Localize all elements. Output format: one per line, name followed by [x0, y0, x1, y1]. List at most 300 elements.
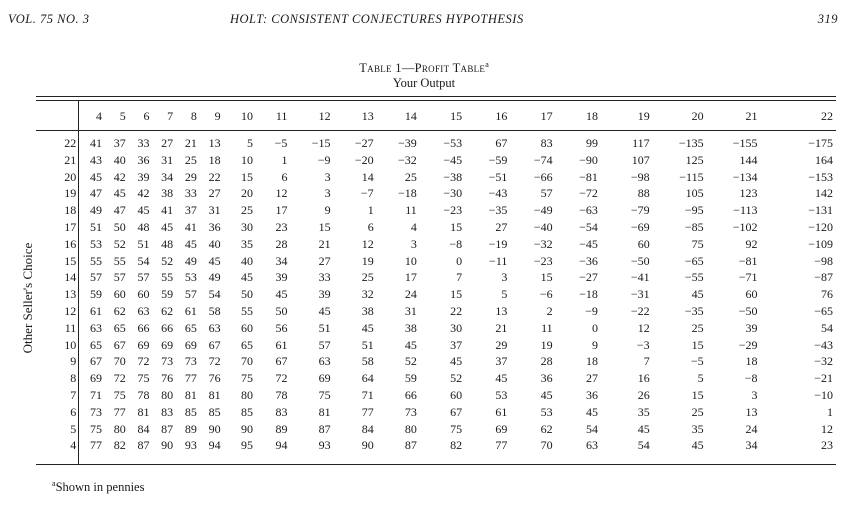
- profit-cell: 78: [137, 387, 150, 402]
- profit-cell: 88: [637, 186, 650, 201]
- profit-cell: 29: [495, 337, 508, 352]
- table-row: [36, 421, 836, 438]
- profit-cell: 23: [821, 438, 833, 453]
- profit-cell: 51: [137, 236, 150, 251]
- profit-cell: 15: [318, 219, 331, 234]
- table-row: [36, 129, 836, 152]
- profit-cell: 55: [90, 253, 102, 268]
- profit-cell: 52: [450, 371, 463, 386]
- table-caption-text: Table 1—Profit Table: [359, 61, 486, 75]
- profit-cell: 3: [751, 387, 758, 402]
- profit-cell: 36: [540, 371, 553, 386]
- profit-cell: 41: [90, 136, 102, 150]
- profit-cell: 26: [637, 387, 650, 402]
- profit-cell: 32: [361, 287, 374, 302]
- profit-cell: 42: [137, 186, 150, 201]
- profit-cell: 45: [137, 203, 150, 218]
- profit-cell: 69: [184, 337, 197, 352]
- profit-cell: 63: [585, 438, 598, 453]
- profit-cell: 76: [161, 371, 174, 386]
- profit-cell: 15: [240, 169, 253, 184]
- profit-cell: 45: [637, 421, 650, 436]
- profit-cell: 63: [90, 320, 102, 335]
- profit-cell: 84: [137, 421, 150, 436]
- profit-cell: 77: [495, 438, 508, 453]
- profit-cell: −9: [585, 303, 598, 318]
- profit-cell: 38: [404, 320, 417, 335]
- profit-cell: −81: [579, 169, 598, 184]
- profit-cell: −15: [311, 136, 331, 150]
- profit-cell: 75: [137, 371, 150, 386]
- profit-cell: 90: [161, 438, 174, 453]
- column-header: 10: [240, 108, 253, 123]
- profit-cell: −87: [814, 270, 833, 285]
- profit-cell: 87: [404, 438, 417, 453]
- profit-cell: 164: [815, 152, 833, 167]
- profit-cell: −38: [443, 169, 463, 184]
- profit-cell: 84: [361, 421, 374, 436]
- profit-cell: −11: [489, 253, 508, 268]
- table-row: [36, 370, 836, 387]
- profit-cell: 56: [275, 320, 288, 335]
- profit-cell: 60: [745, 287, 758, 302]
- row-header: 6: [70, 404, 77, 419]
- profit-cell: −51: [488, 169, 508, 184]
- profit-cell: −19: [488, 236, 508, 251]
- profit-cell: 93: [184, 438, 197, 453]
- profit-cell: 54: [637, 438, 650, 453]
- profit-cell: 27: [495, 219, 508, 234]
- profit-cell: 54: [821, 320, 833, 335]
- profit-cell: −131: [808, 203, 833, 218]
- profit-cell: 12: [821, 421, 833, 436]
- profit-cell: 61: [275, 337, 288, 352]
- profit-cell: 21: [495, 320, 508, 335]
- profit-cell: 42: [113, 169, 126, 184]
- column-header: 13: [361, 108, 374, 123]
- column-header: 8: [190, 108, 197, 123]
- profit-cell: 63: [318, 354, 331, 369]
- profit-cell: 55: [161, 270, 174, 285]
- profit-cell: 52: [161, 253, 174, 268]
- profit-cell: 105: [685, 186, 704, 201]
- profit-cell: 15: [691, 387, 704, 402]
- profit-cell: 52: [404, 354, 417, 369]
- profit-cell: 4: [410, 219, 417, 234]
- profit-cell: 54: [208, 287, 221, 302]
- profit-cell: 87: [161, 421, 174, 436]
- profit-cell: 85: [208, 404, 221, 419]
- profit-cell: 77: [184, 371, 197, 386]
- table-row: [36, 152, 836, 169]
- column-header: 18: [585, 108, 598, 123]
- profit-cell: −53: [443, 136, 463, 150]
- column-header: 12: [318, 108, 331, 123]
- profit-cell: 41: [184, 219, 197, 234]
- profit-cell: 27: [585, 371, 598, 386]
- profit-cell: 83: [161, 404, 174, 419]
- profit-cell: 34: [745, 438, 758, 453]
- profit-cell: 66: [404, 387, 417, 402]
- running-head: [8, 12, 840, 32]
- table-caption: [0, 61, 848, 75]
- profit-cell: 65: [113, 320, 126, 335]
- profit-cell: −54: [579, 219, 598, 234]
- profit-cell: 40: [113, 152, 126, 167]
- profit-cell: −65: [814, 303, 833, 318]
- profit-cell: 31: [208, 203, 221, 218]
- profit-cell: 144: [739, 152, 758, 167]
- profit-cell: 21: [184, 136, 197, 150]
- profit-cell: −32: [814, 354, 833, 369]
- profit-cell: 65: [184, 320, 197, 335]
- profit-cell: −7: [360, 186, 374, 201]
- table-top-rule: [36, 96, 836, 101]
- profit-cell: 17: [275, 203, 288, 218]
- profit-cell: −50: [630, 253, 650, 268]
- profit-cell: 67: [90, 354, 102, 369]
- profit-cell: 69: [137, 337, 150, 352]
- profit-cell: 45: [691, 287, 704, 302]
- profit-cell: 13: [495, 303, 508, 318]
- profit-cell: 75: [691, 236, 704, 251]
- table-row: [36, 169, 836, 186]
- profit-cell: 142: [815, 186, 833, 201]
- profit-cell: 61: [90, 303, 102, 318]
- row-header: 14: [64, 270, 77, 285]
- profit-cell: 87: [137, 438, 150, 453]
- corner-cell: [36, 103, 81, 129]
- profit-cell: 75: [90, 421, 102, 436]
- profit-cell: −45: [579, 236, 598, 251]
- profit-cell: 65: [90, 337, 102, 352]
- profit-cell: 34: [275, 253, 288, 268]
- profit-cell: 13: [745, 404, 758, 419]
- profit-cell: 21: [318, 236, 331, 251]
- profit-cell: −27: [354, 136, 374, 150]
- profit-cell: 5: [501, 287, 508, 302]
- profit-cell: 54: [585, 421, 598, 436]
- column-header: 16: [495, 108, 508, 123]
- profit-cell: −40: [533, 219, 553, 234]
- table-header: [36, 103, 836, 129]
- profit-cell: 90: [361, 438, 374, 453]
- profit-cell: 34: [161, 169, 174, 184]
- profit-cell: 94: [275, 438, 288, 453]
- profit-cell: 59: [161, 287, 174, 302]
- profit-cell: −59: [488, 152, 508, 167]
- profit-cell: −43: [488, 186, 508, 201]
- profit-cell: 5: [697, 371, 704, 386]
- profit-cell: 40: [240, 253, 253, 268]
- profit-cell: 92: [745, 236, 758, 251]
- profit-cell: 36: [208, 219, 221, 234]
- profit-cell: −3: [636, 337, 650, 352]
- profit-cell: 15: [450, 287, 463, 302]
- profit-cell: 83: [540, 136, 553, 150]
- profit-cell: 30: [450, 320, 463, 335]
- profit-cell: 66: [161, 320, 174, 335]
- profit-cell: 60: [113, 287, 126, 302]
- profit-cell: 45: [90, 169, 102, 184]
- profit-cell: 28: [540, 354, 553, 369]
- profit-cell: 57: [113, 270, 126, 285]
- profit-cell: 63: [208, 320, 221, 335]
- profit-cell: −74: [533, 152, 553, 167]
- column-header: 21: [745, 108, 758, 123]
- profit-cell: −135: [678, 136, 704, 150]
- row-header: 8: [70, 371, 77, 386]
- profit-cell: 57: [184, 287, 197, 302]
- profit-cell: 38: [361, 303, 374, 318]
- profit-cell: 70: [240, 354, 253, 369]
- profit-cell: 62: [161, 303, 174, 318]
- profit-cell: 12: [637, 320, 650, 335]
- profit-cell: −22: [630, 303, 650, 318]
- profit-cell: 65: [240, 337, 253, 352]
- row-header: 22: [64, 136, 77, 150]
- profit-cell: 37: [184, 203, 197, 218]
- profit-cell: 29: [184, 169, 197, 184]
- profit-cell: −18: [398, 186, 417, 201]
- profit-cell: 22: [208, 169, 221, 184]
- profit-cell: −8: [744, 371, 758, 386]
- profit-cell: 49: [184, 253, 197, 268]
- profit-cell: 33: [318, 270, 331, 285]
- profit-cell: −65: [684, 253, 704, 268]
- column-header: 5: [119, 108, 126, 123]
- profit-cell: 80: [161, 387, 174, 402]
- profit-cell: 67: [495, 136, 508, 150]
- profit-cell: 18: [745, 354, 758, 369]
- profit-cell: 39: [275, 270, 288, 285]
- profit-cell: 3: [501, 270, 508, 285]
- row-header: 20: [64, 169, 77, 184]
- article-running-title: HOLT: CONSISTENT CONJECTURES HYPOTHESIS: [230, 12, 524, 26]
- profit-cell: 25: [691, 404, 704, 419]
- column-header: 22: [821, 108, 833, 123]
- profit-cell: 76: [821, 287, 833, 302]
- profit-cell: 33: [137, 136, 150, 150]
- column-header: 4: [96, 108, 102, 123]
- profit-cell: −155: [732, 136, 758, 150]
- profit-cell: 66: [137, 320, 150, 335]
- table-bottom-rule: [36, 464, 836, 465]
- profit-cell: 67: [208, 337, 221, 352]
- row-header: 11: [64, 320, 77, 335]
- profit-cell: −29: [738, 337, 758, 352]
- profit-cell: 52: [113, 236, 126, 251]
- profit-cell: −6: [539, 287, 553, 302]
- profit-cell: 75: [240, 371, 253, 386]
- profit-cell: 55: [113, 253, 126, 268]
- profit-cell: 60: [450, 387, 463, 402]
- profit-cell: 67: [450, 404, 463, 419]
- profit-cell: 45: [208, 253, 221, 268]
- profit-cell: 53: [184, 270, 197, 285]
- profit-cell: 31: [404, 303, 417, 318]
- profit-cell: 61: [184, 303, 197, 318]
- column-header: 17: [540, 108, 553, 123]
- profit-cell: 107: [631, 152, 650, 167]
- profit-cell: 30: [240, 219, 253, 234]
- profit-cell: 25: [404, 169, 417, 184]
- profit-cell: −66: [533, 169, 553, 184]
- row-axis-label-text: Other Seller's Choice: [20, 242, 35, 354]
- footnote-marker: a: [52, 478, 56, 488]
- profit-cell: −50: [738, 303, 758, 318]
- row-header: 12: [64, 303, 77, 318]
- profit-cell: −90: [579, 152, 598, 167]
- row-header: 10: [64, 337, 77, 352]
- profit-cell: 3: [324, 186, 331, 201]
- profit-cell: −95: [684, 203, 704, 218]
- profit-cell: 69: [318, 371, 331, 386]
- profit-cell: 12: [275, 186, 288, 201]
- profit-cell: 117: [632, 136, 650, 150]
- profit-cell: −153: [808, 169, 833, 184]
- profit-cell: 125: [685, 152, 704, 167]
- table-row: [36, 286, 836, 303]
- table-row: [36, 404, 836, 421]
- profit-cell: 35: [637, 404, 650, 419]
- profit-cell: 53: [540, 404, 553, 419]
- profit-cell: 69: [495, 421, 508, 436]
- profit-cell: 72: [137, 354, 150, 369]
- profit-cell: 90: [208, 421, 221, 436]
- profit-cell: 59: [90, 287, 102, 302]
- profit-cell: 3: [324, 169, 331, 184]
- column-header: 14: [404, 108, 417, 123]
- profit-cell: 49: [90, 203, 102, 218]
- profit-cell: 81: [137, 404, 150, 419]
- table-row: [36, 387, 836, 404]
- profit-cell: 5: [246, 136, 253, 150]
- profit-cell: 45: [495, 371, 508, 386]
- profit-cell: 35: [240, 236, 253, 251]
- profit-cell: 60: [637, 236, 650, 251]
- profit-cell: −98: [814, 253, 833, 268]
- profit-cell: 71: [90, 387, 102, 402]
- profit-cell: 20: [240, 186, 253, 201]
- profit-cell: 6: [367, 219, 374, 234]
- profit-cell: 33: [184, 186, 197, 201]
- profit-cell: −36: [579, 253, 598, 268]
- profit-cell: −18: [579, 287, 598, 302]
- profit-cell: −10: [814, 387, 833, 402]
- profit-cell: 82: [450, 438, 463, 453]
- profit-cell: −134: [732, 169, 758, 184]
- profit-cell: 1: [281, 152, 288, 167]
- profit-cell: 54: [137, 253, 150, 268]
- profit-cell: 59: [404, 371, 417, 386]
- profit-cell: 28: [275, 236, 288, 251]
- profit-cell: 62: [113, 303, 126, 318]
- profit-cell: 45: [450, 354, 463, 369]
- profit-cell: 64: [361, 371, 374, 386]
- profit-cell: 35: [691, 421, 704, 436]
- profit-cell: 77: [113, 404, 126, 419]
- table-row: [36, 303, 836, 320]
- profit-cell: −5: [274, 136, 288, 150]
- table-row: [36, 253, 836, 270]
- profit-cell: 70: [540, 438, 553, 453]
- table-row: [36, 185, 836, 202]
- profit-cell: 60: [137, 287, 150, 302]
- profit-cell: 39: [318, 287, 331, 302]
- profit-cell: 75: [113, 387, 126, 402]
- profit-cell: 51: [361, 337, 374, 352]
- row-header: 16: [64, 236, 77, 251]
- profit-cell: 78: [275, 387, 288, 402]
- profit-cell: 13: [208, 136, 221, 150]
- profit-cell: −30: [443, 186, 463, 201]
- profit-cell: −5: [690, 354, 704, 369]
- profit-cell: 69: [90, 371, 102, 386]
- profit-cell: 1: [367, 203, 374, 218]
- profit-cell: 73: [161, 354, 174, 369]
- profit-cell: 48: [137, 219, 150, 234]
- profit-cell: 31: [161, 152, 174, 167]
- profit-cell: −98: [630, 169, 650, 184]
- profit-cell: 60: [240, 320, 253, 335]
- profit-cell: 58: [361, 354, 374, 369]
- table-body: [36, 129, 836, 454]
- column-header: 20: [691, 108, 704, 123]
- profit-cell: 37: [113, 136, 126, 150]
- profit-cell: 62: [540, 421, 553, 436]
- profit-cell: 14: [361, 169, 374, 184]
- profit-cell: −21: [814, 371, 833, 386]
- profit-cell: 9: [591, 337, 598, 352]
- profit-cell: 76: [208, 371, 221, 386]
- profit-cell: 40: [208, 236, 221, 251]
- profit-cell: 7: [643, 354, 650, 369]
- table-footnote: [52, 480, 144, 495]
- profit-cell: −8: [449, 236, 463, 251]
- column-header: 6: [143, 108, 150, 123]
- profit-cell: 27: [161, 136, 174, 150]
- profit-cell: 85: [184, 404, 197, 419]
- profit-cell: 47: [113, 203, 126, 218]
- profit-cell: −79: [630, 203, 650, 218]
- profit-cell: 123: [739, 186, 758, 201]
- table-row: [36, 202, 836, 219]
- footnote-text: Shown in pennies: [55, 480, 145, 494]
- profit-cell: −32: [398, 152, 417, 167]
- profit-cell: 61: [495, 404, 508, 419]
- row-header: 19: [64, 186, 77, 201]
- column-header: 7: [167, 108, 174, 123]
- profit-cell: 23: [275, 219, 288, 234]
- profit-cell: 27: [208, 186, 221, 201]
- profit-cell: 87: [318, 421, 331, 436]
- profit-cell: 53: [90, 236, 102, 251]
- profit-cell: 43: [90, 152, 102, 167]
- profit-cell: 45: [585, 404, 598, 419]
- profit-cell: 45: [275, 287, 288, 302]
- profit-cell: 9: [324, 203, 331, 218]
- profit-cell: 80: [113, 421, 126, 436]
- profit-cell: 57: [90, 270, 102, 285]
- profit-cell: 48: [161, 236, 174, 251]
- profit-cell: 41: [161, 203, 174, 218]
- profit-cell: 45: [361, 320, 374, 335]
- profit-cell: −9: [317, 152, 331, 167]
- profit-cell: 50: [275, 303, 288, 318]
- profit-cell: 67: [113, 337, 126, 352]
- profit-cell: −43: [814, 337, 833, 352]
